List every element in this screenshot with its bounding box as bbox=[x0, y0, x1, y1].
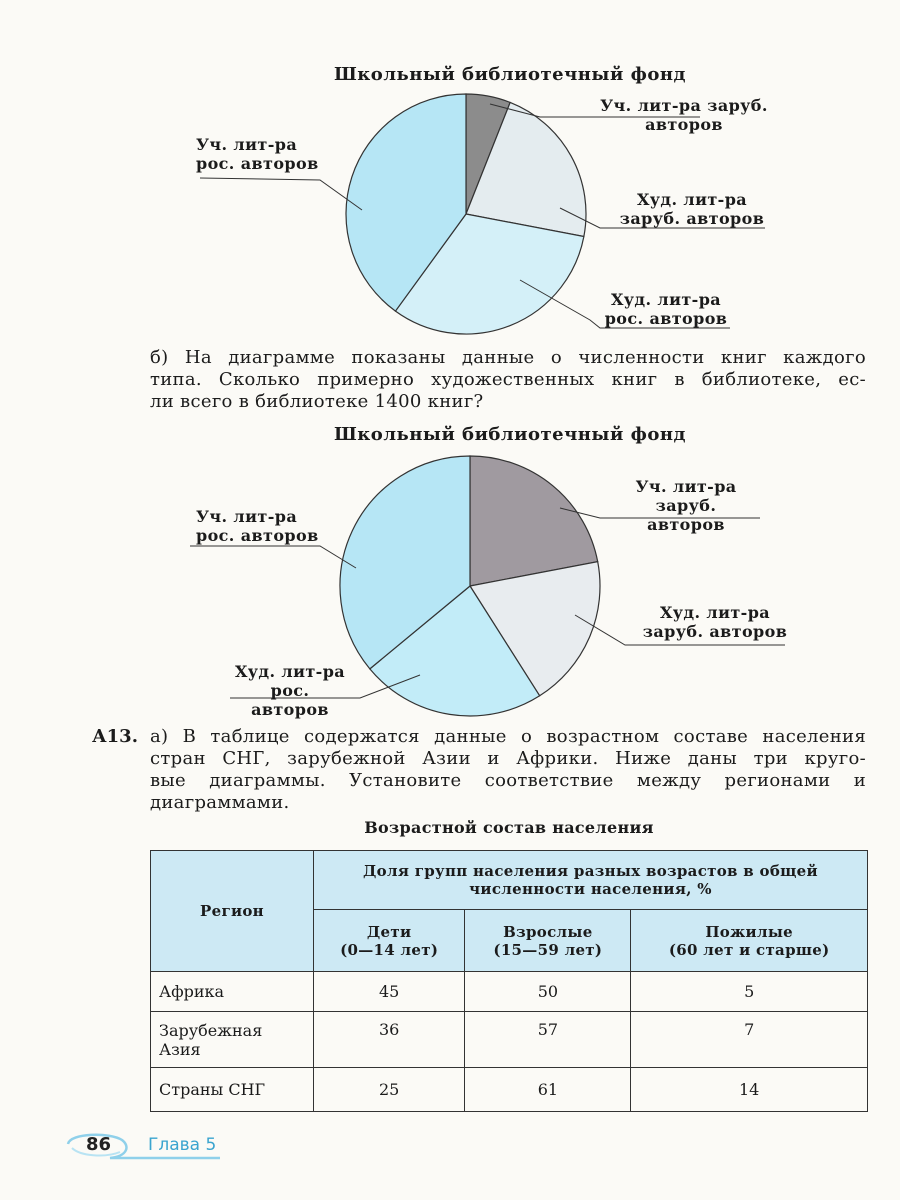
task-a13-line4: диаграммами. bbox=[150, 792, 290, 813]
adults-cell: 61 bbox=[465, 1068, 631, 1112]
header-group-line1: Доля групп населения разных возрастов в общей bbox=[363, 862, 818, 880]
header-group bbox=[314, 851, 868, 910]
pie1-label-hud-ros-line2: рос. авторов bbox=[604, 309, 728, 328]
pie1-label-uch-zarub bbox=[584, 96, 784, 134]
pie1-title: Школьный библиотечный фонд bbox=[333, 64, 686, 85]
pie1-chart bbox=[346, 94, 586, 334]
age-structure-table bbox=[150, 850, 868, 1112]
table-caption: Возрастной состав населения bbox=[364, 818, 654, 837]
pie2-label-uch-ros-line1: Уч. лит-ра bbox=[196, 507, 298, 526]
pie2-title: Школьный библиотечный фонд bbox=[333, 424, 686, 445]
page-number: 86 bbox=[86, 1134, 112, 1155]
elderly-cell: 14 bbox=[631, 1068, 868, 1112]
pie1-label-uch-zarub-line2: авторов bbox=[645, 115, 723, 134]
pie1-label-uch-ros-line1: Уч. лит-ра bbox=[196, 135, 298, 154]
pie1-label-uch-zarub-line1: Уч. лит-ра заруб. bbox=[600, 96, 768, 115]
elderly-cell: 7 bbox=[631, 1012, 868, 1068]
pie2-label-hud-ros-line1: Худ. лит-ра bbox=[234, 662, 346, 681]
adults-cell: 50 bbox=[465, 972, 631, 1012]
pie2-label-hud-ros-line2: рос. авторов bbox=[251, 681, 329, 719]
header-region: Регион bbox=[151, 851, 314, 972]
pie1-label-hud-zarub-line1: Худ. лит-ра bbox=[636, 190, 748, 209]
header-elderly-line1: Пожилые bbox=[705, 922, 794, 941]
pie2-label-uch-zarub bbox=[616, 477, 756, 534]
header-group-line2: численности населения, % bbox=[469, 880, 712, 898]
pie1-label-hud-ros-line1: Худ. лит-ра bbox=[610, 290, 722, 309]
task-a13-text bbox=[150, 726, 866, 814]
question-b-line2: типа. Сколько примерно художественных книг в библиотеке, ес- bbox=[150, 369, 866, 390]
region-cell: Страны СНГ bbox=[151, 1068, 314, 1112]
task-a13-line1: а) В таблице содержатся данные о возрастном составе населения bbox=[150, 726, 866, 747]
pie2-label-hud-zarub bbox=[640, 603, 790, 641]
table-row bbox=[151, 1068, 868, 1112]
pie2-label-hud-zarub-line2: заруб. авторов bbox=[642, 622, 788, 641]
children-cell: 45 bbox=[314, 972, 465, 1012]
header-children bbox=[314, 910, 465, 972]
task-a13-line3: вые диаграммы. Установите соответствие между регионами и bbox=[150, 770, 866, 791]
pie2-label-hud-ros bbox=[230, 662, 350, 719]
question-b-line3: ли всего в библиотеке 1400 книг? bbox=[150, 391, 484, 412]
pie2-label-uch-zarub-line2: заруб. авторов bbox=[647, 496, 725, 534]
pie1-label-uch-ros-line2: рос. авторов bbox=[196, 154, 319, 173]
question-b-line1: б) На диаграмме показаны данные о численности книг каждого bbox=[150, 347, 866, 368]
table-row bbox=[151, 1012, 868, 1068]
chapter-label: Глава 5 bbox=[148, 1135, 217, 1155]
table-row bbox=[151, 972, 868, 1012]
pie1-label-hud-ros bbox=[596, 290, 736, 328]
pie2-label-uch-ros-line2: рос. авторов bbox=[196, 526, 319, 545]
pie1-label-hud-zarub-line2: заруб. авторов bbox=[619, 209, 765, 228]
pie2-label-hud-zarub-line1: Худ. лит-ра bbox=[659, 603, 771, 622]
pie2-label-uch-zarub-line1: Уч. лит-ра bbox=[635, 477, 737, 496]
region-cell: Зарубежная Азия bbox=[151, 1012, 314, 1068]
children-cell: 25 bbox=[314, 1068, 465, 1112]
header-adults bbox=[465, 910, 631, 972]
header-elderly-line2: (60 лет и старше) bbox=[668, 940, 830, 959]
pie2-label-uch-ros bbox=[196, 507, 319, 545]
region-cell: Африка bbox=[151, 972, 314, 1012]
pie1-label-uch-ros bbox=[196, 135, 319, 173]
task-a13-number: А13. bbox=[92, 726, 138, 747]
header-children-line1: Дети bbox=[366, 922, 412, 941]
question-b bbox=[150, 347, 866, 413]
header-adults-line1: Взрослые bbox=[503, 922, 593, 941]
adults-cell: 57 bbox=[465, 1012, 631, 1068]
elderly-cell: 5 bbox=[631, 972, 868, 1012]
task-a13-line2: стран СНГ, зарубежной Азии и Африки. Ниже даны три круго- bbox=[150, 748, 866, 769]
header-children-line2: (0—14 лет) bbox=[340, 940, 439, 959]
pie2-chart bbox=[340, 456, 600, 716]
header-adults-line2: (15—59 лет) bbox=[493, 940, 603, 959]
pie2-leader-uch-ros bbox=[190, 546, 356, 568]
header-elderly bbox=[631, 910, 868, 972]
pie1-label-hud-zarub bbox=[612, 190, 772, 228]
pie1-leader-uch-ros bbox=[200, 178, 362, 210]
children-cell: 36 bbox=[314, 1012, 465, 1068]
